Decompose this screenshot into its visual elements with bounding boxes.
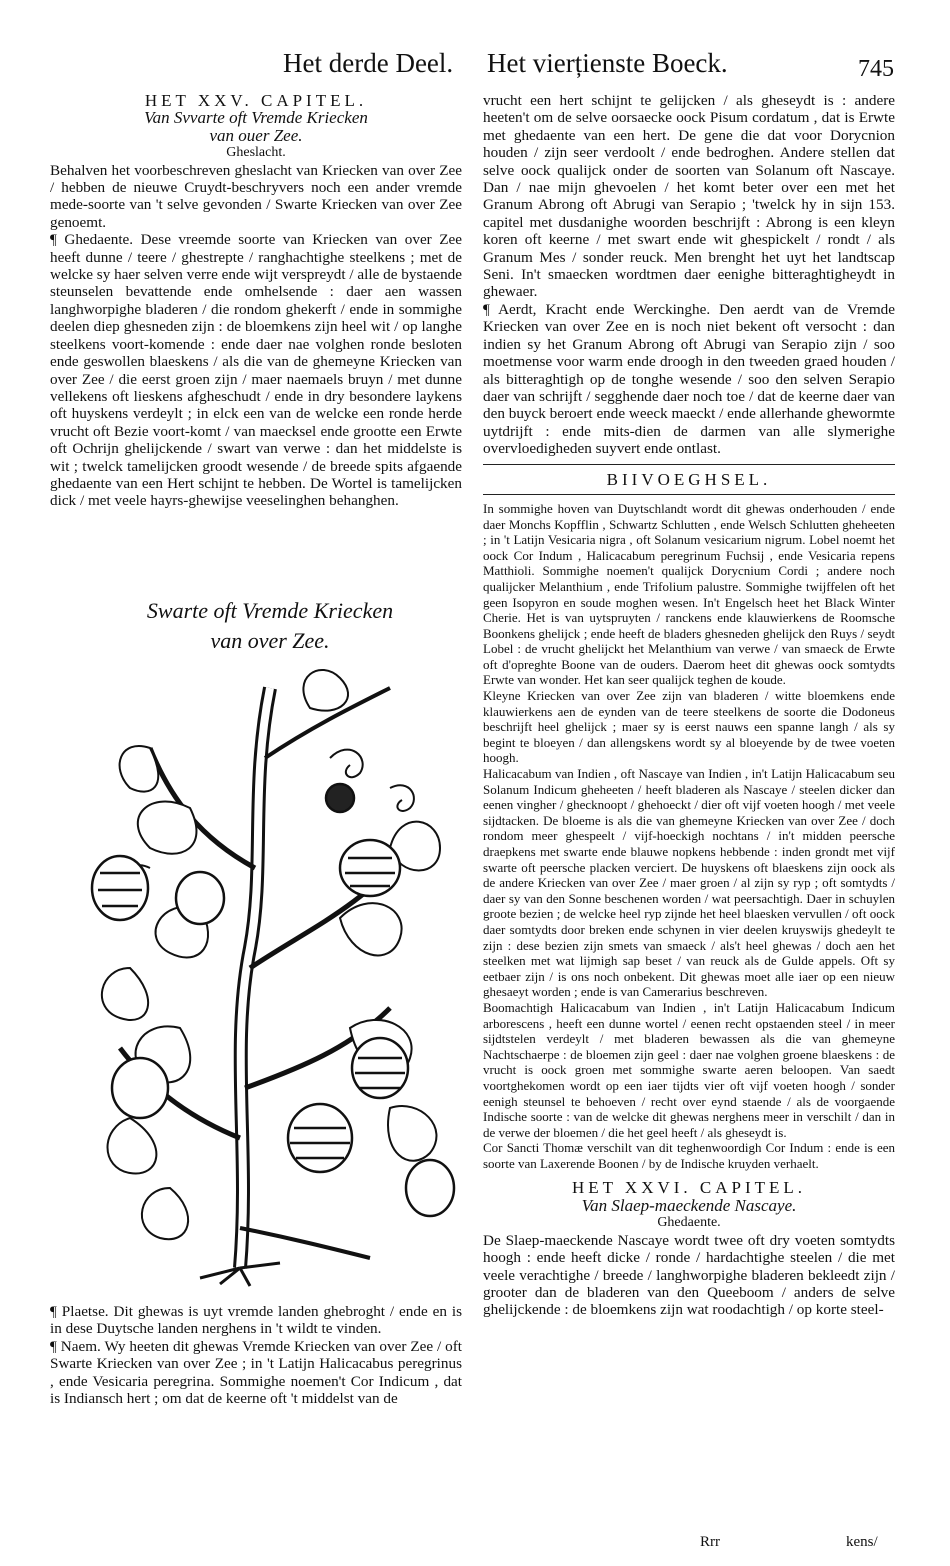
chapter-heading: HET XXVI. CAPITEL. (571, 1178, 807, 1198)
figure-caption-line-2: van over Zee. (210, 628, 330, 653)
supplement-text (483, 501, 895, 1172)
divider (483, 494, 895, 495)
section-heading-bijvoeghsel: BIIVOEGHSEL. (606, 469, 772, 489)
divider (483, 464, 895, 465)
section-heading: Ghedaente. (657, 1215, 721, 1231)
running-head-center: Het vierțienste Boeck. (487, 48, 728, 78)
figure-caption-line-1: Swarte oft Vremde Kriecken (146, 598, 394, 623)
section-heading: Gheslacht. (226, 145, 286, 161)
paragraph: vrucht een hert schijnt te gelijcken / als gheseydt is : andere heeten't om de selve oorsaecke oock Pisum cordatum , dat is Erwte met ghedaente van een hert. De gene die dat voor Dorycnion houden / zijn seer verdoolt / ende bedroghen. Andere stellen dat selve oock qualijck onder de soorten van Solanum oft Nascaye. Dan / nae mijn ghevoelen / het komt beter over een met het Granum Abrong oft Abrugi van Serapio ; 'twelck hy in sijn 153. capitel met dusdanighe woorden beschrijft : Abrong is een kleyn koren oft keerne / met swart ende wit ghespickelt / rondt / als Granum Mes / sonder reuck. Men brenght het uyt het landtscap Seni. In't smaecken wordtmen daer eenighe bitteraghtigheydt in ghewaer. (483, 92, 895, 301)
chapter-heading: HET XXV. CAPITEL. (144, 91, 368, 110)
paragraph: Boomachtigh Halicacabum van Indien , in't Latijn Halicacabum Indicum arborescens , heeft een dunne wortel / eenen recht opstaenden steel / in meer sijdtstelen verdeylt / met bladeren bewassen als die van ghemeyne Nachtschaerpe : de bloemen zijn geel : daer nae volghen groene blaeskens : de vrucht is oock groen met sommighe swarte aeren beloopen. Van saedt voortghekomen wordt op een iaer tijdts vier oft vijf voeten hoogh / sonder eenigh steunsel te behoeven / recht over eynd staende / als de voorgaende Indische soorte : van de welcke dit ghewas nerghens meer in verschilt / dan in de verwe der bloemen / die het geel heeft / als gheseydt is. (483, 999, 895, 1140)
left-column-top (50, 92, 462, 510)
paragraph: ¶ Ghedaente. Dese vreemde soorte van Kriecken van over Zee heeft dunne / teere / ghestrepte / ranghachtighe steelkens ; met de welcke sy haer selven verre ende wijt verspreydt / alle de bystaende steunselen bevattende ende omhelsende : daer aen wassen langhworpighe bladeren / die rondom ghekerft / ende in sommighe deelen diep ghesneden zijn : de bloemkens zijn heel wit / op langhe steelkens voort-komende : ende daer nae volghen ronde besloten ende geswollen blaeskens / als die van de ghemeyne Kriecken van over Zee / die eerst groen zijn / maer naemaels bruyn / met dunne vellekens oft lieskens afgheschudt / ende in dry besondere laykens oft huyskens verdeylt ; in elck een van de welcke een ronde herde vrucht oft Bezie voort-komt / van maecksel ende grootte een Erwte oft Ochrijn ghelijckende / swart van verwe : dan het middelste is wit ; twelck tamelijcken groodt wesende / de breede spits afgaende ghedaente van een Hert schijnt te hebben. De Wortel is tamelijcken dick / met veele hayrs-ghewijse veeselinghen behanghen. (50, 231, 462, 510)
chapter-title: Van Slaep-maeckende Nascaye. (581, 1195, 797, 1215)
paragraph: ¶ Naem. Wy heeten dit ghewas Vremde Kriecken van over Zee / oft Swarte Kriecken van over Zee ; in 't Latijn Halicacabus peregrinus , ende Vesicaria peregrina. Sommighe noemen't Cor Indicum , dat is Indiansch hert ; om dat de keerne oft 't middelst van de (50, 1337, 462, 1408)
left-column-bottom (50, 1303, 462, 1407)
paragraph: ¶ Aerdt, Kracht ende Werckinghe. Den aerdt van de Vremde Kriecken van over Zee en is noch niet bekent oft versocht : dan indien sy het Granum Abrong oft Abrugi van Serapio zijn / soo moetmense voor warm ende droogh in den tweeden graed houden / als bitteraghtigh op de tonghe wesende / soo den selven Serapio daer van schrijft / segghende daer noch toe / dat de keerne daer van den buyck beroert ende weeck maeckt / ende allerhande ghewormte uytdrijft : ende mits-dien de darmen van alle slymerighe overvloedigheden suyvert ende ontlast. (483, 300, 895, 458)
paragraph: De Slaep-maeckende Nascaye wordt twee oft dry voeten somtydts hoogh : ende heeft dicke / ronde / hardachtighe steelen / die met veele verachtighe / breede / langhworpighe bladeren bekleedt zijn / grooter dan de bladeren van den Queeboom / anders de selve ghelijckende : de bloemkens zijn wat roodachtigh / op korte steel- (483, 1231, 895, 1319)
chapter-title-line-2: van ouer Zee. (209, 125, 303, 145)
running-head-left: Het derde Deel. (283, 48, 454, 78)
paragraph: Cor Sancti Thomæ verschilt van dit teghenwoordigh Cor Indum : ende is een soorte van Laxerende Boonen / by de Indische kruyden verhaelt. (483, 1140, 895, 1171)
page-number: 745 (858, 56, 894, 82)
figure-caption (80, 596, 460, 656)
right-column (483, 92, 895, 1319)
paragraph: ¶ Plaetse. Dit ghewas is uyt vremde landen ghebroght / ende en is in dese Duytsche landen nerghens in 't wildt te vinden. (50, 1303, 462, 1338)
paragraph: Halicacabum van Indien , oft Nascaye van Indien , in't Latijn Halicacabum seu Solanum Indicum gheheeten / heeft bladeren als Nascaye / steelen dicker dan eenen vingher / ghecknoopt / ghehoeckt / dier oft vijf voeten hoogh / met veele sijdtacken. De bloeme is als die van ghemeyne Kriecken van over Zee / doch rondom meer ghespeelt / vijf-hoeckigh nochtans / in't midden peersche draepkens met swarte ende blauwe nopkens hebbende : inden grondt met vijf swarte oft peersche placken verciert. De huyskens oft blaeskens zijn oock als de andere Kriecken van over Zee / maer groen / al zijn sy ryp ; oft somtydts / daer sy van den Sonne beschenen worden / wat peersachtigh. Daer in schuylen groote bezien ; de welcke heel ryp zijnde het heel blaesken vervullen / oft oock daer somtydts door breken ende schynen in vier deelen kruyswijs ghedeylt te zijn : dese bezien zijn smets van smaeck / als't heel ghewas / doch aen het steelken met wat lijmigh sap beset / van reuck als de Gulde appels. Oft sy eetbaer zijn / is ons noch onbekent. Dit ghewas moet alle iaer op een nieuw ghesaeyt worden ; ende is van Camerarius beschreven. (483, 766, 895, 1000)
paragraph (50, 162, 462, 232)
signature-mark: Rrr (700, 1534, 720, 1550)
paragraph: Kleyne Kriecken van over Zee zijn van bladeren / witte bloemkens ende klauwierkens aen de eynden van de teere steelkens de soorte die Dodoneus beschrijft heel ghelijck ; maer sy is eerst nauws een spanne langh / als sy begint te bloeyen / dan allengskens wordt sy al bloeyende by de twee voeten hoogh. (483, 688, 895, 766)
catchword: kens/ (846, 1534, 878, 1550)
plant-woodcut-illustration (90, 668, 460, 1288)
paragraph: In sommighe hoven van Duytschlandt wordt dit ghewas onderhouden / ende daer Monchs Kopfflin , Schwartz Schlutten , ende Welsch Schlutten gheheeten ; in 't Latijn Vesicaria nigra , oft Solanum vesicarium nigrum. Lobel noemt het oock Cor Indum , Halicacabum peregrinum Fuchsij , ende Vesicaria repens Matthioli. Sommighe noemen't qualijck Dorycnium Cordi ; andere noch qualijcker Melanthium , ende Trifolium palustre. Sommighe twijffelen oft het geen Isopyron en soude moghen wesen. In't Engelsch heet het Black Winter Cherie. Het is van uytspruyten / ranckens ende klauwierkens de Roomsche Boonkens ghelijck ; ende heeft de bladers ghesneden ghelijck den Ruys / seydt Lobel : de vrucht ghelijckt het Melanthium van verwe / van smaeck de Erwte oft d'opreghte Boone van de ouders. Daerom heet dit ghewas oock somtydts Erwte van wonder. Het kan seer qualijck teghen de koude. (483, 500, 895, 688)
paragraph-text: Behalven het voorbeschreven gheslacht van Kriecken van over Zee / hebben de nieuwe Cruydt-beschryvers noch een ander vremde mede-soorte van 't selve gevonden / Swarte Kriecken van over Zee genoemt. (50, 161, 462, 231)
chapter-title-line-1: Van Svvarte oft Vremde Kriecken (144, 108, 368, 128)
